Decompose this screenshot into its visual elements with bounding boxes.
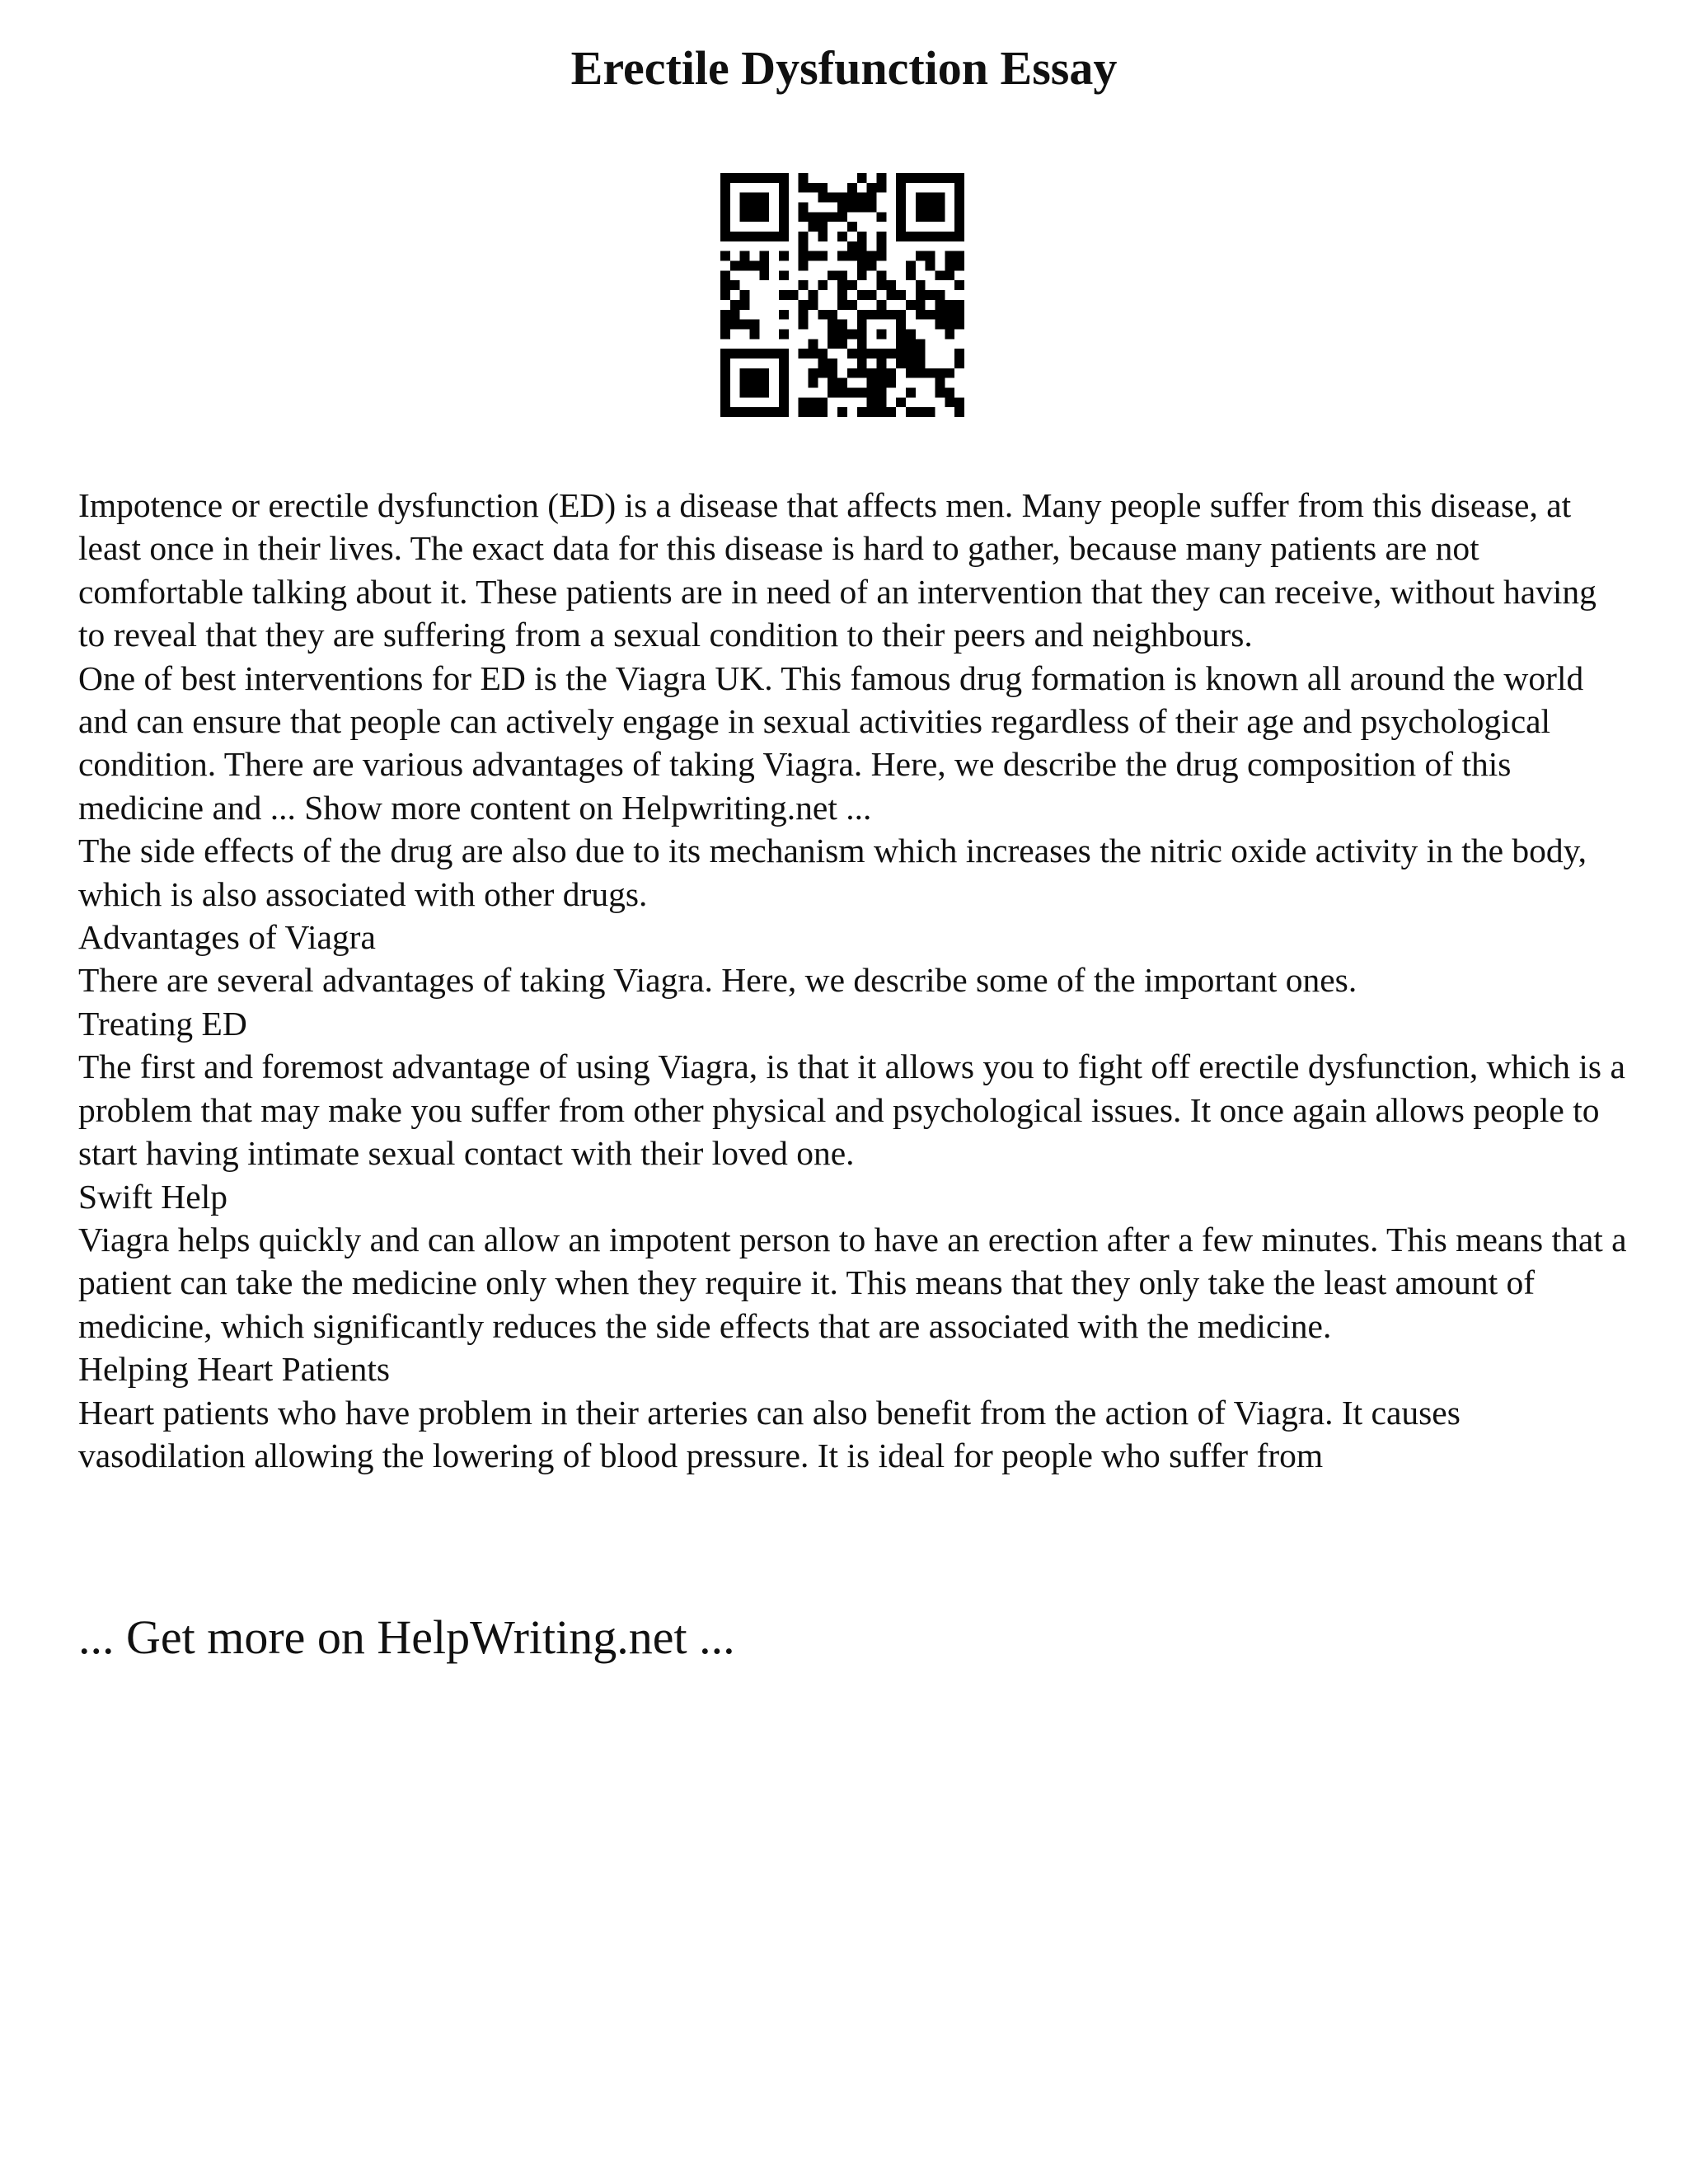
- qr-code-icon[interactable]: [720, 173, 964, 417]
- paragraph-heart-patients: Heart patients who have problem in their arteries can also benefit from the action of Viagra. It causes vasodilation allowing the lowering of blood pressure. It is ideal for people who suffer from: [78, 1393, 1461, 1474]
- paragraph-intro: Impotence or erectile dysfunction (ED) is a disease that affects men. Many people suffer from this disease, at least once in their lives. The exact data for this disease is hard to gather, because many patients are not comfortable talking about it. These patients are in need of an intervention that they can receive, without having to reveal that they are suffering from a sexual condition to their peers and neighbours.: [78, 486, 1597, 654]
- paragraph-swift-help: Viagra helps quickly and can allow an impotent person to have an erection after a few minutes. This means that a patient can take the medicine only when they require it. This means that they only take the least amount of medicine, which significantly reduces the side effects that are associated with the medicine.: [78, 1220, 1627, 1345]
- heading-heart-patients: Helping Heart Patients: [78, 1350, 391, 1389]
- heading-treating-ed: Treating ED: [78, 1004, 247, 1043]
- paragraph-viagra-uk: One of best interventions for ED is the Viagra UK. This famous drug formation is known all around the world and can ensure that people can actively engage in sexual activities regardless of their age and psychological condition. There are various advantages of taking Viagra. Here, we describe the drug composition of this medicine and ... Show more content on Helpwriting.net ...: [78, 658, 1584, 827]
- qr-code-graphic: [720, 173, 964, 417]
- heading-advantages: Advantages of Viagra: [78, 918, 376, 957]
- paragraph-treating-ed: The first and foremost advantage of using Viagra, is that it allows you to fight off erectile dysfunction, which is a problem that may make you suffer from other physical and psychological issues. It once again allows people to start having intimate sexual contact with their loved one.: [78, 1047, 1625, 1173]
- paragraph-side-effects: The side effects of the drug are also due to its mechanism which increases the nitric oxide activity in the body, which is also associated with other drugs.: [78, 832, 1587, 913]
- essay-body: [78, 484, 1628, 1477]
- page-title: Erectile Dysfunction Essay: [570, 41, 1118, 95]
- get-more-link[interactable]: ... Get more on HelpWriting.net ...: [78, 1610, 735, 1664]
- heading-swift-help: Swift Help: [78, 1177, 227, 1216]
- paragraph-advantages: There are several advantages of taking Viagra. Here, we describe some of the important ones.: [78, 961, 1357, 1000]
